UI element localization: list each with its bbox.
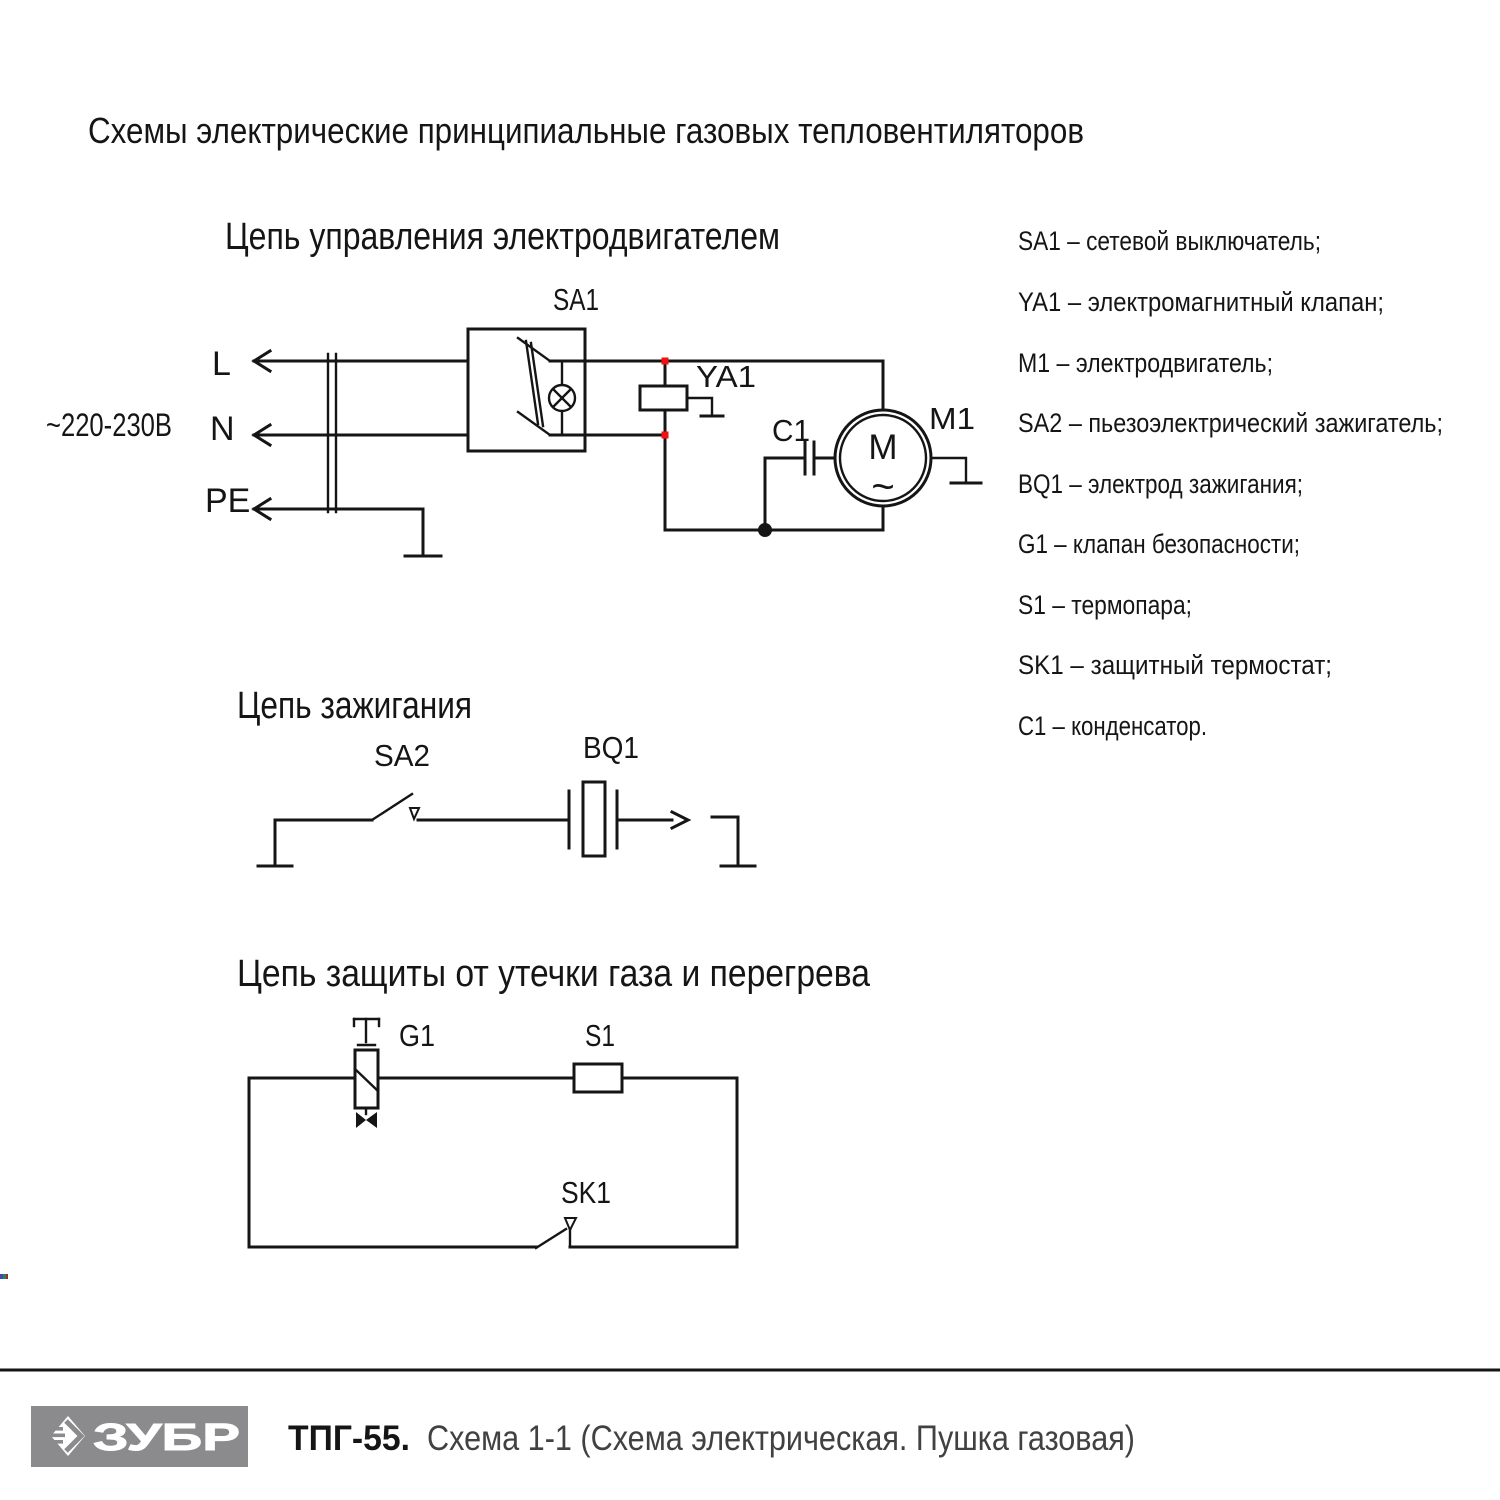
red-node-dot bbox=[662, 432, 669, 439]
legend-item: SA2 – пьезоэлектрический зажигатель; bbox=[1018, 408, 1443, 438]
bq1-label: BQ1 bbox=[583, 730, 639, 765]
g1-label: G1 bbox=[399, 1018, 435, 1053]
s1-label: S1 bbox=[585, 1018, 615, 1053]
legend-item: YA1 – электромагнитный клапан; bbox=[1018, 287, 1384, 317]
terminal-label-l: L bbox=[212, 345, 231, 383]
terminal-label-pe: PE bbox=[205, 482, 251, 520]
motor-letter: M bbox=[868, 428, 898, 467]
voltage-label: ~220-230В bbox=[46, 407, 172, 443]
footer-model: ТПГ-55. bbox=[288, 1419, 410, 1458]
red-node-dot bbox=[662, 358, 669, 365]
sa1-label: SA1 bbox=[553, 282, 599, 317]
legend-item: C1 – конденсатор. bbox=[1018, 711, 1207, 741]
legend-item: SK1 – защитный термостат; bbox=[1018, 650, 1332, 680]
terminal-label-n: N bbox=[210, 410, 235, 448]
c1-label: C1 bbox=[772, 413, 810, 448]
circuit1-heading: Цепь управления электродвигателем bbox=[225, 216, 780, 258]
motor-ac-symbol: ~ bbox=[871, 465, 895, 509]
legend-item: S1 – термопара; bbox=[1018, 590, 1192, 620]
page-title: Схемы электрические принципиальные газовых тепловентиляторов bbox=[88, 110, 1084, 151]
footer-description: Схема 1-1 (Схема электрическая. Пушка газовая) bbox=[427, 1419, 1135, 1458]
zubr-logo bbox=[31, 1406, 248, 1467]
legend-item: M1 – электродвигатель; bbox=[1018, 348, 1273, 378]
circuit3-heading: Цепь защиты от утечки газа и перегрева bbox=[237, 953, 871, 995]
sa2-label: SA2 bbox=[374, 738, 430, 773]
legend-item: G1 – клапан безопасности; bbox=[1018, 529, 1300, 559]
ya1-label: YA1 bbox=[696, 359, 756, 394]
sk1-label: SK1 bbox=[561, 1175, 611, 1210]
legend-item: BQ1 – электрод зажигания; bbox=[1018, 469, 1303, 499]
m1-label: M1 bbox=[929, 401, 975, 436]
legend-item: SA1 – сетевой выключатель; bbox=[1018, 226, 1321, 256]
s1-thermocouple bbox=[574, 1064, 622, 1092]
circuit2-heading: Цепь зажигания bbox=[237, 685, 472, 727]
logo-brand-text: ЗУБР bbox=[93, 1417, 240, 1459]
scan-artifact bbox=[0, 1274, 8, 1279]
